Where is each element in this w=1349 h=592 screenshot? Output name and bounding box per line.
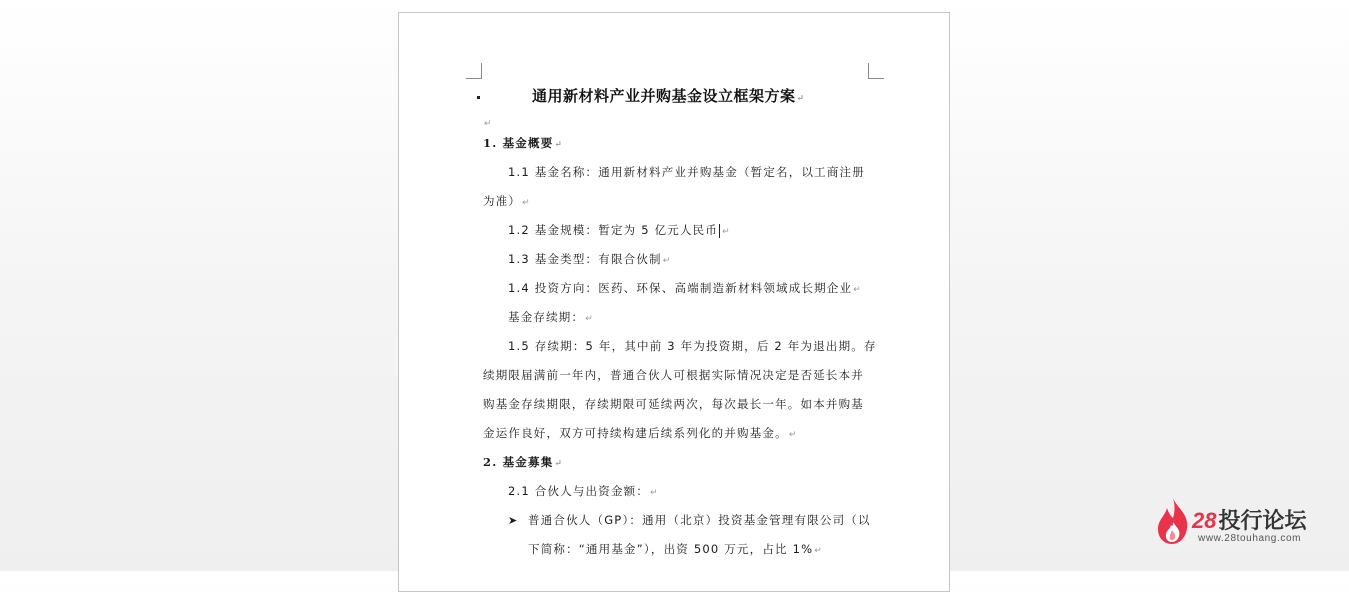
- doc-line-1[interactable]: [483, 135, 562, 153]
- line-text: 购基金存续期限，存续期限可延续两次，每次最长一年。如本并购基: [483, 397, 864, 411]
- paragraph-mark: ↵: [585, 314, 593, 324]
- paragraph-mark: ↵: [853, 285, 861, 295]
- doc-line-6[interactable]: [508, 280, 861, 298]
- document-title-text: 通用新材料产业并购基金设立框架方案: [532, 87, 796, 105]
- line-text: 普通合伙人（GP）：通用（北京）投资基金管理有限公司（以: [528, 513, 871, 527]
- paragraph-mark: ↵: [814, 546, 822, 556]
- logo-name: 投行论坛: [1218, 508, 1307, 533]
- margin-corner-top-left: [466, 63, 482, 79]
- line-text: 1.2 基金规模：暂定为 5 亿元人民币: [508, 223, 719, 237]
- line-text: 1.3 基金类型：有限合伙制: [508, 252, 662, 266]
- doc-line-4[interactable]: [508, 222, 730, 240]
- line-text: 1.1 基金名称：通用新材料产业并购基金（暂定名，以工商注册: [508, 165, 865, 179]
- line-text: 1.5 存续期：5 年，其中前 3 年为投资期，后 2 年为退出期。存: [508, 339, 877, 353]
- logo-number: 28: [1192, 508, 1217, 533]
- doc-line-3[interactable]: [483, 193, 530, 211]
- doc-line-10[interactable]: [483, 396, 864, 412]
- doc-line-9[interactable]: [483, 367, 864, 383]
- paragraph-mark: ↵: [662, 256, 671, 266]
- doc-line-2[interactable]: [508, 164, 865, 180]
- logo-url: www.28touhang.com: [1198, 533, 1302, 544]
- paragraph-mark: ↵: [554, 140, 562, 150]
- paragraph-mark: ↵: [484, 119, 492, 129]
- empty-paragraph[interactable]: [483, 114, 492, 132]
- doc-line-11[interactable]: [483, 425, 796, 443]
- line-text: 2.1 合伙人与出资金额：: [508, 484, 650, 498]
- paragraph-mark: ↵: [722, 227, 730, 237]
- section-heading: 2. 基金募集: [483, 455, 554, 469]
- paragraph-mark: ↵: [522, 198, 530, 208]
- line-text: 下简称：“通用基金”），出资 500 万元，占比 1%: [528, 542, 814, 556]
- margin-corner-top-right: [868, 63, 884, 79]
- flame-icon: [1155, 496, 1191, 546]
- section-heading: 1. 基金概要: [483, 136, 554, 150]
- document-page[interactable]: [398, 12, 950, 592]
- doc-line-5[interactable]: [508, 251, 670, 269]
- paragraph-mark: ↵: [554, 459, 562, 469]
- paragraph-format-mark: [477, 96, 480, 99]
- doc-line-12[interactable]: [483, 454, 562, 472]
- line-text: 基金存续期：: [508, 310, 585, 324]
- doc-line-13[interactable]: [508, 483, 658, 501]
- paragraph-mark: ↵: [650, 488, 658, 498]
- document-title[interactable]: [532, 88, 804, 107]
- doc-line-15[interactable]: [528, 541, 822, 559]
- doc-line-7[interactable]: [508, 309, 593, 327]
- paragraph-mark: ↵: [796, 94, 805, 104]
- paragraph-mark: ↵: [788, 430, 797, 440]
- line-text: 为准）: [483, 194, 522, 208]
- arrow-bullet-icon: ➤: [508, 514, 518, 527]
- logo-title: [1192, 504, 1307, 535]
- doc-line-8[interactable]: [508, 338, 877, 354]
- line-text: 1.4 投资方向：医药、环保、高端制造新材料领域成长期企业: [508, 281, 853, 295]
- text-cursor: [719, 224, 720, 238]
- line-text: 续期限届满前一年内，普通合伙人可根据实际情况决定是否延长本并: [483, 368, 864, 382]
- line-text: 金运作良好，双方可持续构建后续系列化的并购基金。: [483, 426, 788, 440]
- doc-line-14[interactable]: [508, 512, 871, 529]
- watermark-logo: [1155, 496, 1335, 552]
